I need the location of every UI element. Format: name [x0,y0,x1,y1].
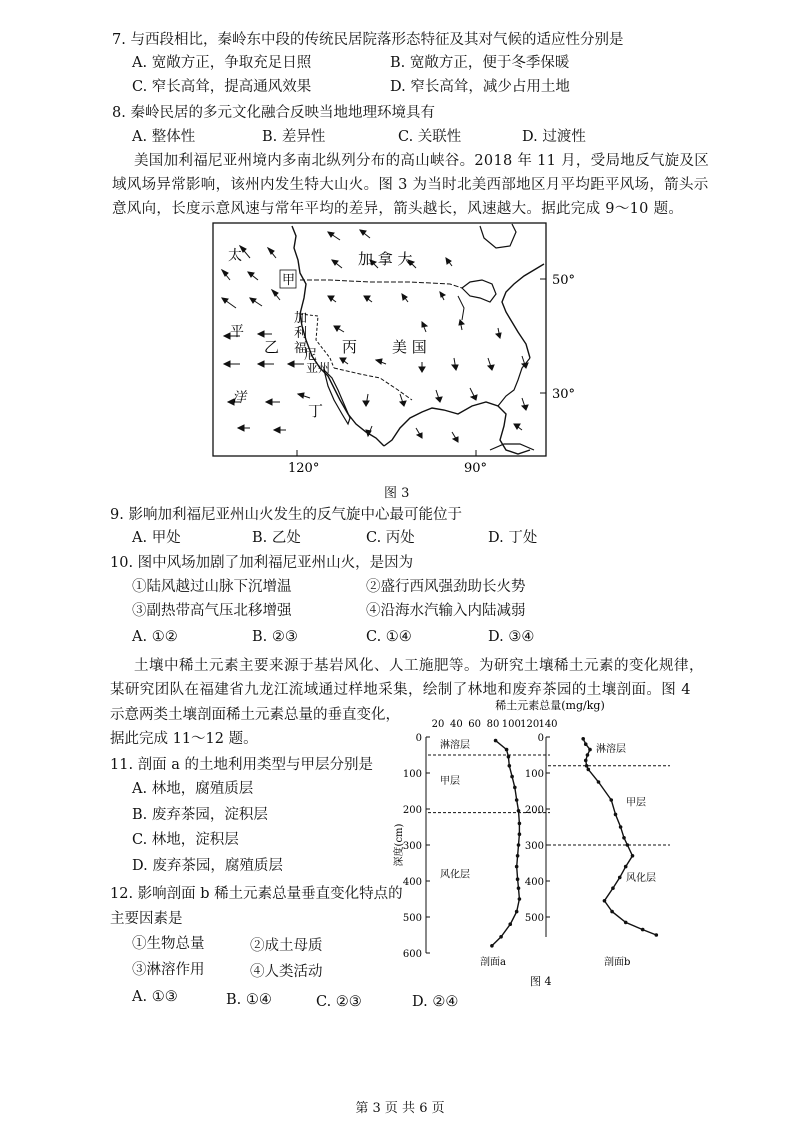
label-yi: 乙 [264,338,280,356]
data-point [516,854,520,858]
data-point [587,768,591,772]
q10-option-b[interactable]: B. ②③ [252,629,298,645]
data-point [655,933,659,937]
q12-item-1: ①生物总量 [132,936,205,952]
q7-option-a[interactable]: A. 宽敞方正，争取充足日照 [132,55,312,71]
label-cal-4: 尼 [304,348,318,363]
y-tick-label-b: 100 [524,769,544,780]
q10-item-1: ①陆风越过山脉下沉增温 [132,579,292,595]
x-tick-label: 140 [538,719,558,730]
data-point [584,759,588,763]
q12-option-d[interactable]: D. ②④ [412,994,459,1010]
data-point [505,748,509,752]
q12-stem-1: 12. 影响剖面 b 稀土元素总量垂直变化特点的 [110,886,403,902]
data-point [518,822,522,826]
q10-option-a[interactable]: A. ①② [132,629,178,645]
lon120-label: 120° [288,461,320,476]
y-tick-label-a: 400 [402,877,422,888]
data-point [510,775,514,779]
x-tick-label: 60 [468,719,482,730]
data-point [518,832,522,836]
passage1-line-1: 美国加利福尼亚州境内多南北纵列分布的高山峡谷。2018 年 11 月，受局地反气旋及区 [134,153,710,169]
data-point [624,865,628,869]
data-point [584,742,588,746]
profile-line-b [583,739,656,935]
q11-option-a[interactable]: A. 林地，腐殖质层 [132,781,254,797]
q9-option-b[interactable]: B. 乙处 [252,530,301,546]
q12-option-a[interactable]: A. ①③ [132,989,178,1005]
x-tick-label: 80 [486,719,500,730]
data-point [499,935,503,939]
figure-3-caption: 图 3 [384,486,410,501]
label-usa: 美 国 [392,338,427,356]
label-cal-2: 利 [294,326,308,341]
layer-label: 甲层 [440,775,460,787]
passage2-line-1: 土壤中稀土元素主要来源于基岩风化、人工施肥等。为研究土壤稀土元素的变化规律， [134,658,704,674]
data-point [513,786,517,790]
data-point [517,886,521,890]
layer-label: 风化层 [626,873,656,884]
data-point [614,813,618,817]
y-axis-label: 深度(cm) [394,823,405,867]
layer-label: 风化层 [440,869,470,881]
label-jia: 甲 [282,273,296,288]
lat30-label: 30° [552,387,576,402]
q9-option-a[interactable]: A. 甲处 [132,530,181,546]
q10-option-c[interactable]: C. ①④ [366,629,412,645]
x-tick-label: 120 [520,719,540,730]
passage2-line-2: 某研究团队在福建省九龙江流域通过样地采集，绘制了林地和废弃茶园的土壤剖面。图 4 [110,682,691,698]
data-point [624,921,628,925]
data-point [494,739,498,743]
chart-title: 稀土元素总量(mg/kg) [495,699,605,712]
data-point [609,798,613,802]
y-tick-label-a: 100 [402,769,422,780]
data-point [603,899,607,903]
q8-option-d[interactable]: D. 过渡性 [522,129,586,145]
x-tick-label: 40 [449,719,463,730]
data-point [586,753,590,757]
data-point [619,825,623,829]
q10-item-2: ②盛行西风强劲助长火势 [366,579,526,595]
data-point [518,897,522,901]
x-tick-label: 100 [501,719,521,730]
label-cal-5: 亚州 [306,361,331,375]
profile-line-a [492,741,520,946]
q10-item-4: ④沿海水汽输入内陆减弱 [366,603,526,619]
data-point [618,876,622,880]
q7-stem: 7. 与西段相比，秦岭东中段的传统民居院落形态特征及其对气候的适应性分别是 [112,32,624,48]
q8-stem: 8. 秦岭民居的多元文化融合反映当地地理环境具有 [112,105,435,121]
label-ping: 平 [230,324,244,340]
label-cal-1: 加 [294,311,308,326]
label-bing: 丙 [342,338,358,356]
q8-option-a[interactable]: A. 整体性 [132,129,196,145]
q12-item-4: ④人类活动 [250,964,323,980]
q11-stem: 11. 剖面 a 的土地利用类型与甲层分别是 [110,757,374,773]
y-tick-label-b: 400 [524,877,544,888]
data-point [585,764,589,768]
figure-3-map [200,218,580,490]
data-point [631,854,635,858]
q7-option-d[interactable]: D. 窄长高耸，减少占用土地 [390,79,570,95]
data-point [515,865,519,869]
lon90-label: 90° [464,461,488,476]
q8-option-b[interactable]: B. 差异性 [262,129,326,145]
data-point [517,843,521,847]
q11-option-c[interactable]: C. 林地，淀积层 [132,832,239,848]
page-footer: 第 3 页 共 6 页 [355,1101,445,1116]
q12-option-b[interactable]: B. ①④ [226,992,272,1008]
profile-name: 剖面a [480,957,506,968]
label-yang: 洋 [232,390,246,406]
y-tick-label-a: 200 [402,805,422,816]
y-tick-label-b: 0 [537,733,544,744]
y-tick-label-a: 500 [402,913,422,924]
label-cal-3: 福 [294,341,308,356]
q8-option-c[interactable]: C. 关联性 [398,129,462,145]
data-point [507,755,511,759]
y-tick-label-b: 300 [524,841,544,852]
layer-label: 淋溶层 [440,740,470,752]
y-tick-label-a: 0 [415,733,422,744]
q12-item-3: ③淋溶作用 [132,962,205,978]
q12-item-2: ②成土母质 [250,938,323,954]
layer-label: 淋溶层 [596,743,626,755]
data-point [516,877,520,881]
y-tick-label-a: 600 [402,949,422,960]
figure-4-chart [380,695,680,995]
x-tick-label: 20 [431,719,445,730]
data-point [626,843,630,847]
q9-stem: 9. 影响加利福尼亚州山火发生的反气旋中心最可能位于 [110,507,462,523]
data-point [581,737,585,741]
data-point [588,748,592,752]
profile-name: 剖面b [604,957,631,968]
data-point [508,764,512,768]
data-point [515,798,519,802]
data-point [641,928,645,932]
q11-option-b[interactable]: B. 废弃茶园，淀积层 [132,807,268,823]
passage2-line-3: 示意两类土壤剖面稀土元素总量的垂直变化， [110,707,400,723]
data-point [610,910,614,914]
q9-option-c[interactable]: C. 丙处 [366,530,415,546]
passage1-line-2: 域风场异常影响，该州内发生特大山火。图 3 为当时北美西部地区月平均距平风场，箭头示 [112,177,709,193]
data-point [515,910,519,914]
data-point [517,809,521,813]
data-point [508,922,512,926]
q12-stem-2: 主要因素是 [110,911,183,927]
y-tick-label-b: 200 [524,805,544,816]
layer-label: 甲层 [626,797,646,809]
passage2-line-4: 据此完成 11～12 题。 [110,731,258,747]
q11-option-d[interactable]: D. 废弃茶园，腐殖质层 [132,858,283,874]
q9-option-d[interactable]: D. 丁处 [488,530,538,546]
lat50-label: 50° [552,273,576,288]
label-tai: 太 [228,248,242,264]
q7-option-c[interactable]: C. 窄长高耸，提高通风效果 [132,79,312,95]
q10-item-3: ③副热带高气压北移增强 [132,603,292,619]
y-tick-label-a: 300 [402,841,422,852]
q7-option-b[interactable]: B. 宽敞方正，便于冬季保暖 [390,55,570,71]
q12-option-c[interactable]: C. ②③ [316,994,362,1010]
figure-4-caption: 图 4 [530,975,552,988]
y-tick-label-b: 500 [524,913,544,924]
data-point [490,944,494,948]
data-point [597,780,601,784]
data-point [611,886,615,890]
label-ding: 丁 [308,402,324,420]
q10-stem: 10. 图中风场加剧了加利福尼亚州山火，是因为 [110,555,414,571]
data-point [622,836,626,840]
label-canada: 加 拿 大 [358,250,413,268]
passage1-line-3: 意风向，长度示意风速与常年平均的差异，箭头越长，风速越大。据此完成 9～10 题。 [112,201,684,217]
q10-option-d[interactable]: D. ③④ [488,629,535,645]
